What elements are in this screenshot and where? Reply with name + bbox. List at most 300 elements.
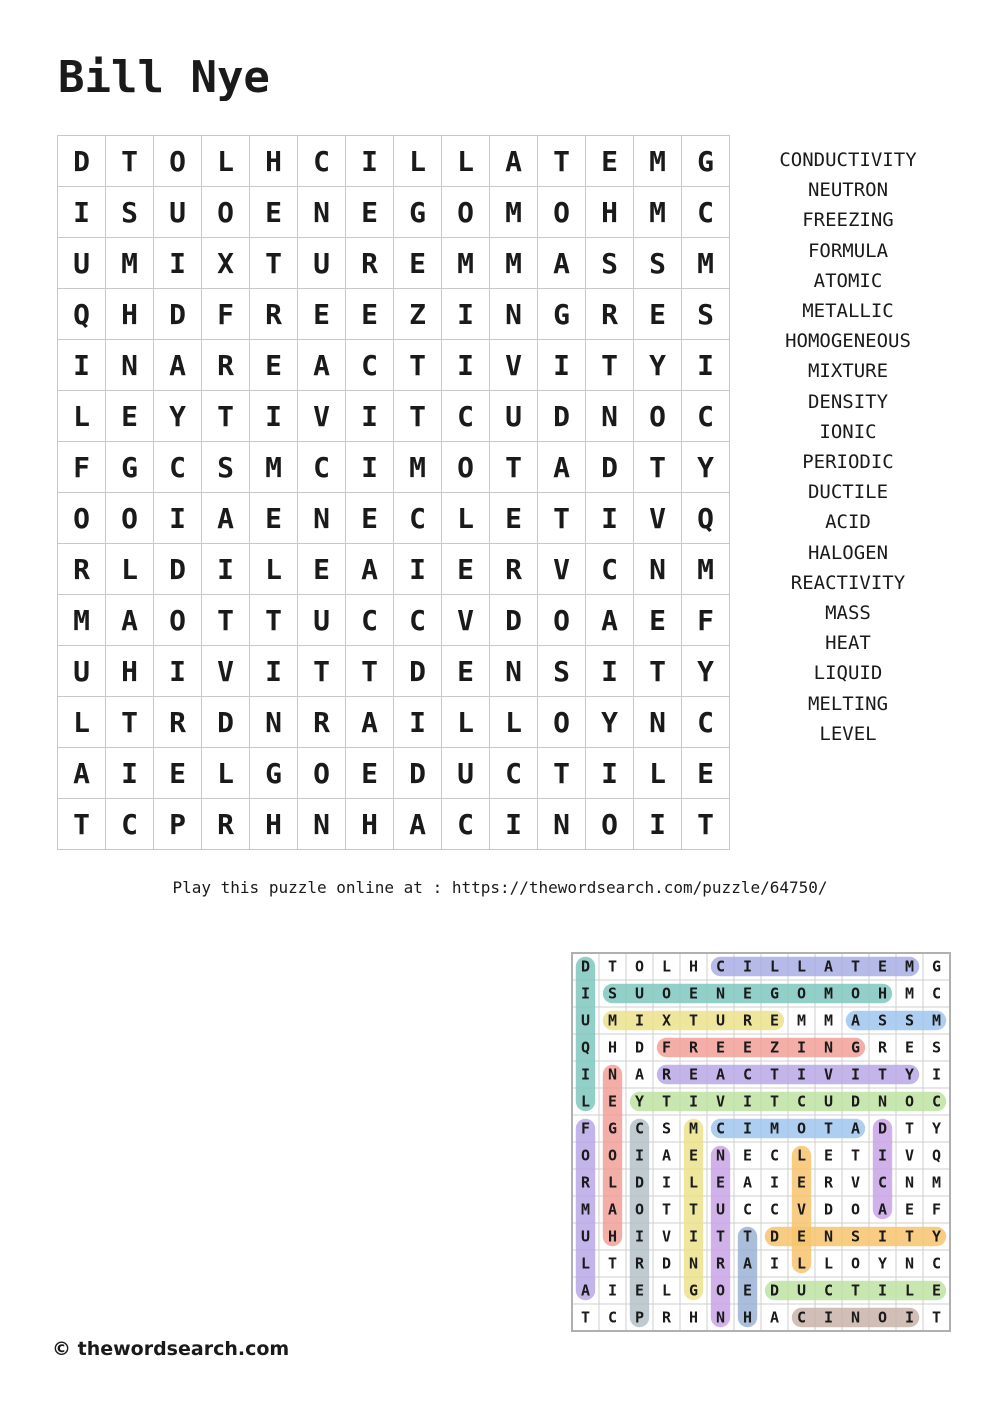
grid-cell: M xyxy=(682,544,730,595)
solution-cell: N xyxy=(850,1308,861,1327)
solution-cell: R xyxy=(877,1038,888,1057)
solution-cell: I xyxy=(634,1011,645,1030)
grid-cell: U xyxy=(58,238,106,289)
solution-cell: A xyxy=(769,1308,780,1327)
word-list-item: DENSITY xyxy=(807,390,889,413)
solution-cell: M xyxy=(931,1011,942,1030)
solution-cell: O xyxy=(580,1146,591,1165)
solution-cell: V xyxy=(850,1173,861,1192)
solution-cell: E xyxy=(931,1281,942,1300)
grid-cell: M xyxy=(682,238,730,289)
grid-cell: N xyxy=(634,544,682,595)
grid-cell: I xyxy=(106,748,154,799)
grid-cell: N xyxy=(634,697,682,748)
solution-cell: O xyxy=(850,984,861,1003)
solution-cell: M xyxy=(796,1011,807,1030)
grid-cell: T xyxy=(298,646,346,697)
grid-cell: I xyxy=(154,238,202,289)
grid-cell: U xyxy=(154,187,202,238)
grid-cell: R xyxy=(298,697,346,748)
solution-cell: M xyxy=(607,1011,618,1030)
grid-cell: M xyxy=(634,187,682,238)
solution-cell: E xyxy=(742,1281,753,1300)
solution-cell: O xyxy=(850,1254,861,1273)
play-online-text: Play this puzzle online at : https://thewordsearch.com/puzzle/64750/ xyxy=(172,878,828,897)
word-list-item: LIQUID xyxy=(813,662,883,685)
grid-cell: E xyxy=(394,238,442,289)
solution-cell: I xyxy=(796,1038,807,1057)
solution-cell: R xyxy=(661,1065,672,1084)
grid-cell: I xyxy=(394,544,442,595)
grid-cell: A xyxy=(490,136,538,187)
solution-cell: N xyxy=(715,984,726,1003)
solution-cell: T xyxy=(904,1119,915,1138)
solution-cell: I xyxy=(742,957,753,976)
grid-cell: E xyxy=(106,391,154,442)
grid-cell: U xyxy=(490,391,538,442)
grid-cell: G xyxy=(394,187,442,238)
solution-cell: U xyxy=(823,1092,834,1111)
solution-cell: T xyxy=(661,1092,672,1111)
solution-cell: D xyxy=(661,1254,672,1273)
solution-cell: T xyxy=(742,1227,753,1246)
grid-cell: T xyxy=(490,442,538,493)
grid-cell: U xyxy=(442,748,490,799)
solution-cell: I xyxy=(769,1254,780,1273)
solution-cell: U xyxy=(580,1227,591,1246)
solution-cell: I xyxy=(877,1227,888,1246)
solution-cell: L xyxy=(904,1281,915,1300)
grid-row xyxy=(58,187,730,238)
grid-cell: L xyxy=(442,136,490,187)
solution-cell: A xyxy=(607,1200,618,1219)
grid-cell: R xyxy=(202,340,250,391)
grid-cell: N xyxy=(106,340,154,391)
solution-cell: I xyxy=(742,1119,753,1138)
grid-cell: Y xyxy=(634,340,682,391)
solution-cell: T xyxy=(688,1011,699,1030)
solution-cell: V xyxy=(823,1065,834,1084)
solution-cell: E xyxy=(742,984,753,1003)
grid-cell: M xyxy=(250,442,298,493)
solution-cell: O xyxy=(715,1281,726,1300)
grid-cell: I xyxy=(58,187,106,238)
solution-cell: T xyxy=(580,1308,591,1327)
solution-cell: A xyxy=(850,1119,861,1138)
solution-cell: T xyxy=(607,1254,618,1273)
grid-cell: S xyxy=(586,238,634,289)
grid-cell: I xyxy=(346,136,394,187)
solution-cell: O xyxy=(877,1308,888,1327)
grid-cell: C xyxy=(346,595,394,646)
grid-cell: D xyxy=(202,697,250,748)
word-list-item: METALLIC xyxy=(802,300,894,323)
solution-cell: Y xyxy=(931,1119,942,1138)
grid-cell: A xyxy=(58,748,106,799)
grid-cell: I xyxy=(586,493,634,544)
grid-row xyxy=(58,340,730,391)
word-list-item: HALOGEN xyxy=(807,541,889,564)
solution-cell: V xyxy=(904,1146,915,1165)
grid-cell: O xyxy=(538,187,586,238)
grid-cell: P xyxy=(154,799,202,850)
solution-cell: Y xyxy=(931,1227,942,1246)
grid-cell: H xyxy=(586,187,634,238)
solution-cell: G xyxy=(607,1119,618,1138)
grid-cell: T xyxy=(394,340,442,391)
grid-cell: T xyxy=(538,493,586,544)
grid-cell: L xyxy=(442,697,490,748)
solution-cell: C xyxy=(715,1119,726,1138)
solution-cell: I xyxy=(580,1065,591,1084)
solution-cell: T xyxy=(850,1281,861,1300)
grid-cell: F xyxy=(682,595,730,646)
grid-cell: C xyxy=(298,136,346,187)
grid-cell: E xyxy=(346,289,394,340)
grid-cell: O xyxy=(442,442,490,493)
grid-cell: V xyxy=(490,340,538,391)
word-list-item: MASS xyxy=(825,602,871,625)
solution-cell: Y xyxy=(877,1254,888,1273)
grid-cell: E xyxy=(682,748,730,799)
word-list-item: MIXTURE xyxy=(807,360,889,383)
solution-cell: U xyxy=(580,1011,591,1030)
solution-cell: S xyxy=(850,1227,861,1246)
grid-cell: I xyxy=(442,289,490,340)
solution-cell: O xyxy=(634,1200,645,1219)
grid-cell: I xyxy=(442,340,490,391)
grid-cell: R xyxy=(202,799,250,850)
grid-cell: O xyxy=(442,187,490,238)
grid-cell: E xyxy=(490,493,538,544)
grid-cell: A xyxy=(538,238,586,289)
grid-row xyxy=(58,136,730,187)
solution-cell: D xyxy=(769,1227,780,1246)
grid-cell: A xyxy=(538,442,586,493)
solution-cell: E xyxy=(877,957,888,976)
solution-cell: N xyxy=(715,1146,726,1165)
grid-cell: V xyxy=(634,493,682,544)
grid-cell: M xyxy=(106,238,154,289)
solution-cell: E xyxy=(607,1092,618,1111)
solution-cell: M xyxy=(823,1011,834,1030)
grid-cell: L xyxy=(58,391,106,442)
footer-copyright: © thewordsearch.com xyxy=(52,1338,290,1360)
solution-cell: C xyxy=(931,1254,942,1273)
grid-cell: Z xyxy=(394,289,442,340)
grid-cell: D xyxy=(490,595,538,646)
grid-row xyxy=(58,544,730,595)
solution-cell: E xyxy=(769,1011,780,1030)
grid-cell: I xyxy=(202,544,250,595)
solution-cell: M xyxy=(580,1200,591,1219)
grid-cell: N xyxy=(298,187,346,238)
grid-cell: D xyxy=(154,289,202,340)
solution-cell: L xyxy=(661,957,672,976)
grid-cell: D xyxy=(394,646,442,697)
grid-cell: I xyxy=(538,340,586,391)
solution-cell: F xyxy=(661,1038,672,1057)
solution-cell: G xyxy=(850,1038,861,1057)
grid-cell: M xyxy=(634,136,682,187)
solution-cell: H xyxy=(877,984,888,1003)
grid-cell: H xyxy=(106,289,154,340)
solution-cell: D xyxy=(769,1281,780,1300)
grid-cell: C xyxy=(442,799,490,850)
grid-cell: R xyxy=(250,289,298,340)
grid-cell: C xyxy=(394,595,442,646)
solution-cell: N xyxy=(688,1254,699,1273)
grid-cell: L xyxy=(250,544,298,595)
grid-cell: Y xyxy=(682,442,730,493)
solution-cell: T xyxy=(769,1065,780,1084)
solution-cell: R xyxy=(688,1038,699,1057)
grid-cell: L xyxy=(202,136,250,187)
grid-cell: T xyxy=(202,595,250,646)
grid-cell: I xyxy=(394,697,442,748)
solution-cell: D xyxy=(823,1200,834,1219)
solution-cell: P xyxy=(634,1308,645,1327)
grid-cell: L xyxy=(202,748,250,799)
solution-cell: H xyxy=(688,957,699,976)
grid-cell: D xyxy=(394,748,442,799)
grid-cell: X xyxy=(202,238,250,289)
solution-cell: A xyxy=(742,1173,753,1192)
solution-cell: D xyxy=(580,957,591,976)
grid-cell: M xyxy=(58,595,106,646)
grid-cell: C xyxy=(394,493,442,544)
grid-cell: S xyxy=(682,289,730,340)
grid-cell: C xyxy=(106,799,154,850)
grid-cell: M xyxy=(394,442,442,493)
word-list-item: MELTING xyxy=(807,692,889,715)
solution-cell: N xyxy=(904,1173,915,1192)
solution-cell: U xyxy=(634,984,645,1003)
solution-cell: T xyxy=(850,957,861,976)
word-list xyxy=(758,145,938,749)
solution-cell: C xyxy=(742,1065,753,1084)
grid-cell: O xyxy=(586,799,634,850)
solution-cell: I xyxy=(688,1092,699,1111)
grid-cell: C xyxy=(298,442,346,493)
grid-cell: C xyxy=(346,340,394,391)
grid-cell: E xyxy=(586,136,634,187)
solution-cell: U xyxy=(715,1011,726,1030)
grid-cell: O xyxy=(202,187,250,238)
solution-cell: L xyxy=(688,1173,699,1192)
grid-cell: T xyxy=(538,136,586,187)
grid-cell: F xyxy=(202,289,250,340)
grid-row xyxy=(58,442,730,493)
solution-cell: S xyxy=(931,1038,942,1057)
solution-cell: D xyxy=(850,1092,861,1111)
solution-cell: E xyxy=(796,1173,807,1192)
grid-cell: O xyxy=(58,493,106,544)
grid-cell: E xyxy=(634,595,682,646)
solution-cell: O xyxy=(607,1146,618,1165)
grid-cell: O xyxy=(634,391,682,442)
solution-cell: I xyxy=(580,984,591,1003)
solution-cell: Q xyxy=(580,1038,591,1057)
solution-cell: E xyxy=(823,1146,834,1165)
solution-cell: V xyxy=(715,1092,726,1111)
grid-cell: L xyxy=(58,697,106,748)
grid-row xyxy=(58,238,730,289)
grid-row xyxy=(58,289,730,340)
grid-cell: Y xyxy=(154,391,202,442)
solution-cell: E xyxy=(634,1281,645,1300)
solution-cell: A xyxy=(877,1200,888,1219)
solution-cell: E xyxy=(796,1227,807,1246)
grid-cell: S xyxy=(634,238,682,289)
solution-cell: A xyxy=(823,957,834,976)
solution-cell: X xyxy=(661,1011,672,1030)
grid-cell: Q xyxy=(682,493,730,544)
grid-cell: S xyxy=(202,442,250,493)
solution-cell: F xyxy=(931,1200,942,1219)
grid-cell: T xyxy=(586,340,634,391)
grid-cell: L xyxy=(394,136,442,187)
grid-cell: N xyxy=(490,289,538,340)
grid-cell: C xyxy=(490,748,538,799)
solution-cell: L xyxy=(796,1146,807,1165)
grid-cell: G xyxy=(250,748,298,799)
solution-cell: R xyxy=(742,1011,753,1030)
solution-cell: Q xyxy=(931,1146,942,1165)
grid-cell: T xyxy=(346,646,394,697)
solution-cell: C xyxy=(769,1200,780,1219)
solution-cell: S xyxy=(661,1119,672,1138)
grid-cell: T xyxy=(634,442,682,493)
grid-cell: U xyxy=(298,595,346,646)
solution-cell: M xyxy=(769,1119,780,1138)
solution-cell: T xyxy=(688,1200,699,1219)
word-list-item: ACID xyxy=(825,511,871,534)
grid-cell: D xyxy=(538,391,586,442)
grid-cell: C xyxy=(682,391,730,442)
grid-cell: O xyxy=(538,697,586,748)
grid-cell: E xyxy=(346,493,394,544)
solution-cell: A xyxy=(715,1065,726,1084)
grid-cell: I xyxy=(586,748,634,799)
word-list-item: REACTIVITY xyxy=(790,571,906,594)
grid-cell: M xyxy=(490,238,538,289)
word-list-item: NEUTRON xyxy=(807,179,889,202)
solution-cell: M xyxy=(904,984,915,1003)
solution-cell: I xyxy=(877,1146,888,1165)
solution-cell: V xyxy=(661,1227,672,1246)
grid-cell: H xyxy=(106,646,154,697)
solution-cell: T xyxy=(877,1065,888,1084)
grid-cell: G xyxy=(538,289,586,340)
grid-cell: Y xyxy=(586,697,634,748)
solution-cell: Y xyxy=(634,1092,645,1111)
solution-cell: E xyxy=(742,1146,753,1165)
solution-cell: T xyxy=(931,1308,942,1327)
grid-cell: R xyxy=(346,238,394,289)
grid-cell: I xyxy=(250,391,298,442)
grid-cell: R xyxy=(58,544,106,595)
solution-cell: T xyxy=(769,1092,780,1111)
grid-cell: O xyxy=(538,595,586,646)
solution-cell: N xyxy=(823,1038,834,1057)
grid-cell: L xyxy=(442,493,490,544)
word-list-item: DUCTILE xyxy=(807,481,889,504)
grid-cell: F xyxy=(58,442,106,493)
grid-row xyxy=(58,697,730,748)
grid-cell: O xyxy=(298,748,346,799)
word-list-item: HEAT xyxy=(825,632,871,655)
solution-cell: D xyxy=(634,1173,645,1192)
grid-cell: I xyxy=(346,391,394,442)
solution-cell: R xyxy=(715,1254,726,1273)
solution-cell: T xyxy=(715,1227,726,1246)
solution-cell: E xyxy=(688,1065,699,1084)
grid-cell: E xyxy=(250,187,298,238)
solution-cell: L xyxy=(796,1254,807,1273)
grid-cell: N xyxy=(538,799,586,850)
grid-cell: I xyxy=(586,646,634,697)
grid-cell: E xyxy=(298,289,346,340)
grid-cell: A xyxy=(346,697,394,748)
word-list-item: LEVEL xyxy=(819,722,877,745)
solution-cell: C xyxy=(607,1308,618,1327)
grid-cell: T xyxy=(682,799,730,850)
grid-cell: E xyxy=(346,187,394,238)
solution-cell: I xyxy=(607,1281,618,1300)
grid-cell: N xyxy=(298,493,346,544)
word-list-item: CONDUCTIVITY xyxy=(779,149,917,171)
grid-cell: A xyxy=(346,544,394,595)
solution-cell: Y xyxy=(904,1065,915,1084)
grid-cell: Y xyxy=(682,646,730,697)
grid-cell: T xyxy=(58,799,106,850)
solution-cell: I xyxy=(823,1308,834,1327)
solution-cell: I xyxy=(634,1227,645,1246)
grid-cell: D xyxy=(58,136,106,187)
grid-cell: I xyxy=(154,646,202,697)
grid-cell: T xyxy=(106,136,154,187)
solution-cell: I xyxy=(769,1173,780,1192)
solution-cell: N xyxy=(607,1065,618,1084)
solution-cell: T xyxy=(661,1200,672,1219)
grid-cell: C xyxy=(442,391,490,442)
solution-cell: I xyxy=(850,1065,861,1084)
grid-cell: V xyxy=(538,544,586,595)
solution-cell: M xyxy=(688,1119,699,1138)
grid-cell: O xyxy=(154,595,202,646)
grid-cell: S xyxy=(106,187,154,238)
grid-cell: E xyxy=(442,646,490,697)
solution-cell: A xyxy=(742,1254,753,1273)
solution-cell: O xyxy=(796,1119,807,1138)
solution-cell: O xyxy=(796,984,807,1003)
solution-cell: E xyxy=(688,1146,699,1165)
solution-cell: T xyxy=(850,1146,861,1165)
solution-cell: E xyxy=(904,1038,915,1057)
solution-cell: E xyxy=(742,1038,753,1057)
solution-cell: M xyxy=(823,984,834,1003)
grid-cell: I xyxy=(154,493,202,544)
solution-cell: C xyxy=(742,1200,753,1219)
grid-cell: I xyxy=(682,340,730,391)
grid-cell: G xyxy=(682,136,730,187)
puzzle-title: Bill Nye xyxy=(58,52,270,103)
grid-cell: R xyxy=(154,697,202,748)
solution-cell: L xyxy=(769,957,780,976)
solution-cell: C xyxy=(931,984,942,1003)
grid-cell: U xyxy=(58,646,106,697)
